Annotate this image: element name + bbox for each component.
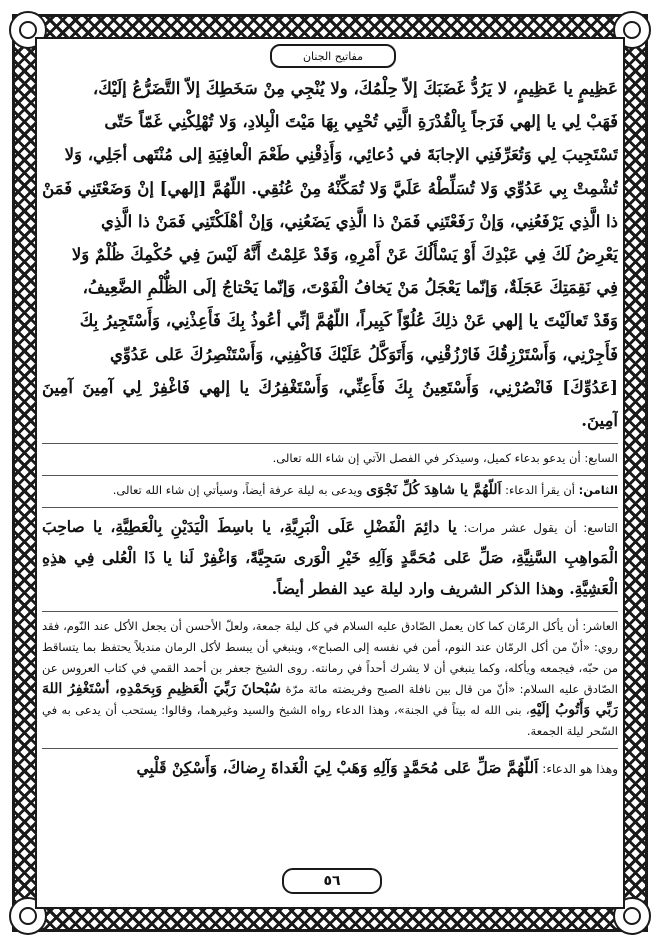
section-divider (42, 443, 618, 444)
eighth-prayer: اَللّهُمَّ يا شاهِدَ كُلِّ نَجْوَى (366, 482, 502, 499)
prayer-line: عَظِيمٍ يا عَظِيمٍ، لا يَرُدُّ غَضَبَكَ إلاّ حِلْمُكَ، ولا يُنْجِي مِنْ سَخَطِكَ إلاّ التَّضَرُّعُ إلَيْكَ، (92, 79, 618, 98)
section-divider (42, 475, 618, 476)
eighth-tail: ويدعى به ليلة عرفة أيضاً، وسيأتي إن شاء الله تعالى. (112, 483, 367, 498)
prayer-line: فَهَبْ لِي يا إلهي فَرَجاً بِالْقُدْرَةِ الَّتِي تُحْيِي بِهَا مَيْتَ الْبِلادِ، وَلا تُهْلِكْنِي غَمّاً حَتّى (104, 112, 618, 132)
prayer-line: يَعْرِضُ لَكَ فِي عَبْدِكَ أَوْ يَسْأَلُكَ عَنْ أَمْرِهِ، وَقَدْ عَلِمْتُ أَنَّهُ لَيْسَ فِي حُكْمِكَ ظُلْمٌ وَلا (71, 245, 618, 265)
ninth-label: التاسع: (583, 521, 618, 536)
eighth-label: الثامن: (578, 483, 618, 498)
tenth-label: العاشر: (582, 619, 618, 634)
section-divider (42, 611, 618, 612)
prayer-line: تُشْمِتْ بِي عَدُوِّي وَلا تُسَلِّطْهُ عَلَيَّ وَلا تُمَكِّنْهُ مِنْ عُنُقِي. اللّهُمَّ [إلهي] إنْ وَضَعْتَنِي فَمَنْ (42, 178, 618, 198)
page-number: ٥٦ (282, 868, 382, 894)
prayer-block (42, 72, 618, 437)
eighth-paragraph (42, 480, 618, 501)
ninth-prayer: يا دائِمَ الْفَضْلِ عَلَى الْبَرِيَّةِ، يا باسِطَ الْيَدَيْنِ بِالْعَطِيَّةِ، يا صاحِبَ الْمَواهِبِ السَّنِيَّةِ، صَلِّ عَلى مُحَمَّدٍ وَآلِهِ خَيْرِ الْوَرى سَجِيَّةً، وَاغْفِرْ لَنا يا ذَا الْعُلى فِي هذِهِ الْعَشِيَّةِ. (42, 517, 618, 599)
prayer-line: وَقَدْ تَعالَيْتَ يا إلهي عَنْ ذلِكَ عُلُوّاً كَبِيراً، اللّهُمَّ إنِّي أعُوذُ بِكَ فَأَعِذْنِي، وَأَسْتَجِيرُ بِكَ (79, 311, 618, 331)
ninth-paragraph (42, 512, 618, 605)
final-lead: وهذا هو الدعاء: (538, 762, 618, 777)
prayer-line: ذا الَّذِي يَرْفَعُنِي، وَإنْ رَفَعْتَنِي فَمَنْ ذا الَّذِي يَضَعُنِي، وَإنْ أهْلَكْتَنِي فَمَنْ ذا الَّذِي (101, 211, 618, 231)
prayer-line: [عَدُوِّكَ] فَانْصُرْنِي، وَأَسْتَعِينُ بِكَ فَأَعِنِّي، وَأَسْتَغْفِرُكَ يا إلهي فَاغْفِرْ لِي آمِينَ آمِينَ آمِينَ. (42, 377, 618, 431)
section-divider (42, 748, 618, 749)
eighth-lead: أن يقرأ الدعاء: (501, 483, 579, 498)
prayer-line: فِي نَقِمَتِكَ عَجَلَةٌ، وَإنّما يَعْجَلُ مَنْ يَخافُ الْفَوْتَ، وَإنّما يَحْتاجُ إلَى الظُّلْمِ الضَّعِيفُ، (82, 278, 618, 298)
final-prayer: اَللّهُمَّ صَلِّ عَلى مُحَمَّدٍ وَآلِهِ وَهَبْ لِيَ الْغَداةَ رِضاكَ، وَأَسْكِنْ قَلْبِي (136, 758, 539, 778)
seventh-paragraph: السابع: أن يدعو بدعاء كميل، وسيذكر في الفصل الآتي إن شاء الله تعالى. (272, 451, 618, 466)
tenth-text: أن يأكل الرمّان كما كان يعمل الصّادق عليه السلام في كل ليلة جمعة، ولعلّ الأحسن أن يجعل الأكل عند النّوم، فقد روي: «أنّ من أكل الرمّان عند النوم، أمن في نفسه إلى الصباح»، وينبغي أن يبسط لأكل الرمان منديلاً يحتفظ بما يتساقط من حبّه، فيجمعه ويأكله، وكما ينبغي أن لا يشرك أحداً في رمانته. روى الشيخ جعفر بن أحمد القمي في كتاب العروس عن الصّادق عليه السلام: «أنّ من قال بين نافلة الصبح وفريضته مائة مرّة (42, 619, 618, 697)
tenth-paragraph (42, 616, 618, 742)
tenth-text-end: ، بنى الله له بيتاً في الجنة»، وهذا الدعاء رواه الشيخ والسيد وغيرهما، وقالوا: يستحب أن يدعى به في السّحر ليلة الجمعة. (42, 703, 618, 739)
running-header: مفاتيح الجنان (270, 44, 396, 68)
prayer-line: فَأَجِرْنِي، وَأَسْتَرْزِقُكَ فَارْزُقْنِي، وَأَتَوَكَّلُ عَلَيْكَ فَاكْفِنِي، وَأَسْتَنْصِرُكَ عَلى عَدُوِّي (109, 344, 618, 364)
ninth-tail: وهذا الذكر الشريف وارد ليلة عيد الفطر أيضاً. (271, 579, 570, 599)
prayer-line: تَسْتَجِيبَ لِي وَتُعَرِّفَنِي الإجابَةَ في دُعائِي، وَأَذِقْنِي طَعْمَ الْعافِيَةِ إلى مُنْتَهى أجَلِي، وَلا (64, 145, 618, 165)
ninth-lead: أن يقول عشر مرات: (456, 521, 584, 536)
section-divider (42, 507, 618, 508)
tenth-prayer: سُبْحانَ رَبِّيَ الْعَظِيمِ وَبِحَمْدِهِ، أسْتَغْفِرُ اللهَ رَبِّي وَأَتُوبُ إلَيْهِ (42, 681, 618, 719)
final-paragraph (42, 753, 618, 784)
page-content (42, 72, 618, 862)
